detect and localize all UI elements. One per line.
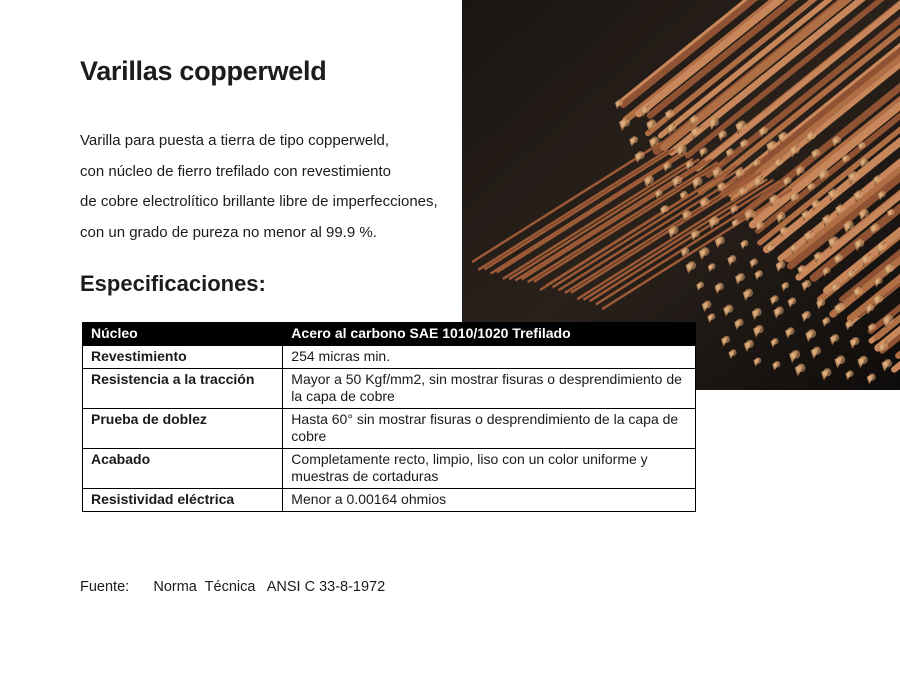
rod-tip-highlight [746,340,754,348]
specifications-heading: Especificaciones: [80,271,266,296]
rod-tip-highlight [662,205,669,212]
rod-tip-highlight [792,244,798,250]
intro-line: con un grado de pureza no menor al 99.9 %. [80,223,377,241]
rod-tip-highlight [719,182,726,189]
rod-tip-highlight [732,205,739,212]
rod-tip-highlight [851,337,859,345]
rod-tip-highlight [670,226,679,235]
rod-tip-highlight [813,346,821,354]
rod-tip-highlight [847,370,854,377]
rod-tip-highlight [755,325,764,334]
rod-tip-highlight [824,267,831,274]
rod-tip-highlight [875,295,883,303]
rod-tip-highlight [861,209,869,217]
rod-tip-highlight [648,119,656,127]
rod-tip-highlight [820,169,829,178]
rod-tip-highlight [861,158,868,165]
rod-tip-highlight [823,368,831,376]
rod-tip-highlight [737,168,745,176]
table-row [83,369,696,409]
rod-tip-highlight [847,320,854,327]
rod-tip-highlight [742,240,749,247]
rod-tip-highlight [885,315,894,324]
rod-tip-highlight [760,127,767,134]
rod-tip-highlight [755,357,761,363]
rod-tip-highlight [777,261,785,269]
rod-tip-highlight [710,118,718,126]
rod-tip-highlight [837,204,845,212]
rod-tip-highlight [879,191,886,198]
rod-tip-highlight [646,175,654,183]
rod-tip-highlight [831,334,839,342]
table-header-row [83,323,696,346]
rod-tip-highlight [792,192,800,200]
rod-tip-highlight [668,124,676,132]
intro-line: con núcleo de fierro trefilado con revestimiento [80,162,392,180]
rod-tip-highlight [741,139,748,146]
rod-tip-highlight [756,270,763,277]
intro-paragraph [80,126,460,248]
page-title: Varillas copperweld [80,56,327,86]
rod-tip-highlight [682,247,689,254]
rod-tip-highlight [803,311,811,319]
rod-tip-highlight [797,363,806,372]
rod-tip-highlight [693,126,702,135]
rod-tip-highlight [725,304,733,312]
table-header-value: Acero al carbono SAE 1010/1020 Trefilado [283,323,696,346]
rod-tip-highlight [863,254,871,262]
table-cell-value: Mayor a 50 Kgf/mm2, sin mostrar fisuras o desprendimiento de la capa de cobre [283,369,696,409]
intro-line: Varilla para puesta a tierra de tipo copperweld, [80,132,390,149]
rod-tip-highlight [808,131,816,139]
rod-tip-highlight [701,197,709,205]
rod-tip-highlight [704,301,712,309]
rod-tip-highlight [883,359,892,368]
rod-tip-highlight [727,148,734,155]
table-cell-value: Hasta 60° sin mostrar fisuras o desprendimiento de la capa de cobre [283,409,696,449]
rod-tip-highlight [787,327,795,335]
rod-tip-highlight [859,142,865,148]
rod-tip-highlight [757,221,764,228]
rod-tip-highlight [818,299,825,306]
rod-tip-highlight [772,295,779,302]
rod-tip-highlight [717,236,725,244]
rod-tip-highlight [813,149,820,156]
rod-tip-highlight [621,118,630,127]
rod-tip-highlight [845,220,854,229]
rod-tip-highlight [783,282,789,288]
rod-tip-highlight [880,342,888,350]
rod-tip-highlight [815,252,822,259]
rod-tip-highlight [709,263,715,269]
rod-tip-highlight [664,162,671,169]
rod-tip-highlight [667,109,675,117]
rod-tip-highlight [694,177,703,186]
table-row [83,489,696,512]
rod-tip-highlight [797,166,805,174]
rod-tip-highlight [674,176,683,185]
rod-tip-highlight [631,136,638,143]
rod-tip-highlight [872,223,880,231]
rod-tip-highlight [737,273,745,281]
rod-tip-highlight [701,247,710,256]
rod-tip-highlight [755,176,764,185]
rod-tip-highlight [878,242,886,250]
rod-tip-highlight [768,140,777,149]
table-cell-key: Resistencia a la tracción [83,369,283,409]
rod-tip-highlight [855,190,863,198]
rod-tip-highlight [888,209,894,215]
rod-tip-highlight [723,336,730,343]
source-value: Norma Técnica ANSI C 33-8-1972 [153,579,386,595]
rod-tip-highlight [859,356,867,364]
rod-tip-highlight [737,120,746,129]
source-note [80,579,385,595]
rod-tip-highlight [876,277,883,284]
table-cell-value: 254 micras min. [283,346,696,369]
rod-tip-highlight [692,230,699,237]
rod-tip-highlight [733,219,740,226]
rod-tip-highlight [781,227,788,234]
table-cell-key: Resistividad eléctrica [83,489,283,512]
rod-tip-highlight [730,349,737,356]
rod-tip-highlight [813,200,820,207]
table-cell-value: Menor a 0.00164 ohmios [283,489,696,512]
rod-tip-highlight [799,265,806,272]
rod-tip-highlight [698,282,704,288]
rod-tip-highlight [849,270,855,276]
rod-tip-highlight [806,230,815,239]
rod-tip-highlight [636,151,644,159]
rod-tip-highlight [656,190,662,196]
rod-tip-highlight [710,216,719,225]
table-row [83,409,696,449]
rod-tip-highlight [751,258,758,265]
table-cell-value: Completamente recto, limpio, liso con un color uniforme y muestras de cortaduras [283,449,696,489]
rod-tip-highlight [616,99,623,106]
rod-tip-highlight [789,297,796,304]
rod-tip-highlight [836,355,845,364]
rod-tip-highlight [809,183,816,190]
rod-tip-highlight [716,283,724,291]
rod-tip-highlight [678,144,687,153]
table-row [83,346,696,369]
rod-tip-highlight [736,319,744,327]
rod-tip-highlight [886,264,894,272]
rod-tip-highlight [684,210,692,218]
table-cell-key: Acabado [83,449,283,489]
rod-tip-highlight [714,167,722,175]
rod-tip-highlight [830,236,839,245]
rod-tip-highlight [775,306,783,314]
rod-tip-highlight [651,136,659,144]
rod-tip-highlight [803,280,811,288]
rod-tip-highlight [843,155,850,162]
rod-tip-highlight [746,209,755,218]
rod-tip-highlight [855,287,863,295]
rod-tip-highlight [824,215,832,223]
intro-line: de cobre electrolítico brillante libre de imperfecciones, [80,193,438,210]
rod-tip-highlight [772,338,779,345]
rod-tip-highlight [834,136,841,143]
specifications-table [82,322,696,512]
rod-tip-highlight [709,313,716,320]
rod-tip-highlight [830,189,838,197]
rod-tip-highlight [869,323,876,330]
rod-tip-highlight [745,289,753,297]
rod-tip-highlight [754,159,760,165]
rod-tip-highlight [791,350,800,359]
rod-tip-highlight [780,132,788,140]
rod-tip-highlight [776,158,783,165]
rod-tip-highlight [753,308,761,316]
rod-tip-highlight [681,191,688,198]
rod-tip-highlight [687,261,696,270]
table-row [83,449,696,489]
rod-tip-highlight [836,302,845,311]
rod-tip-highlight [771,195,779,203]
rod-tip-highlight [868,373,875,380]
table-cell-key: Prueba de doblez [83,409,283,449]
rod-tip-highlight [778,212,786,220]
rod-tip-highlight [824,317,831,324]
rod-tip-highlight [642,105,650,113]
rod-tip-highlight [740,187,747,194]
rod-tip-highlight [833,283,840,290]
rod-tip-highlight [729,255,736,262]
rod-tip-highlight [791,145,800,154]
rod-tip-highlight [850,171,859,180]
rod-tip-highlight [774,361,781,368]
rod-tip-highlight [875,175,882,182]
rod-tip-highlight [687,161,694,168]
rod-tip-highlight [836,254,843,261]
rod-tip-highlight [803,210,810,217]
rod-tip-highlight [691,115,698,122]
rod-tip-highlight [807,329,816,338]
source-label: Fuente: [80,579,130,595]
rod-tip-highlight [701,147,708,154]
table-cell-key: Revestimiento [83,346,283,369]
rod-tip-highlight [768,244,774,250]
rod-tip-highlight [856,239,864,247]
rod-tip-highlight [720,130,727,137]
table-header-key: Núcleo [83,323,283,346]
rod-tip-highlight [867,304,874,311]
rod-tip-highlight [784,177,791,184]
